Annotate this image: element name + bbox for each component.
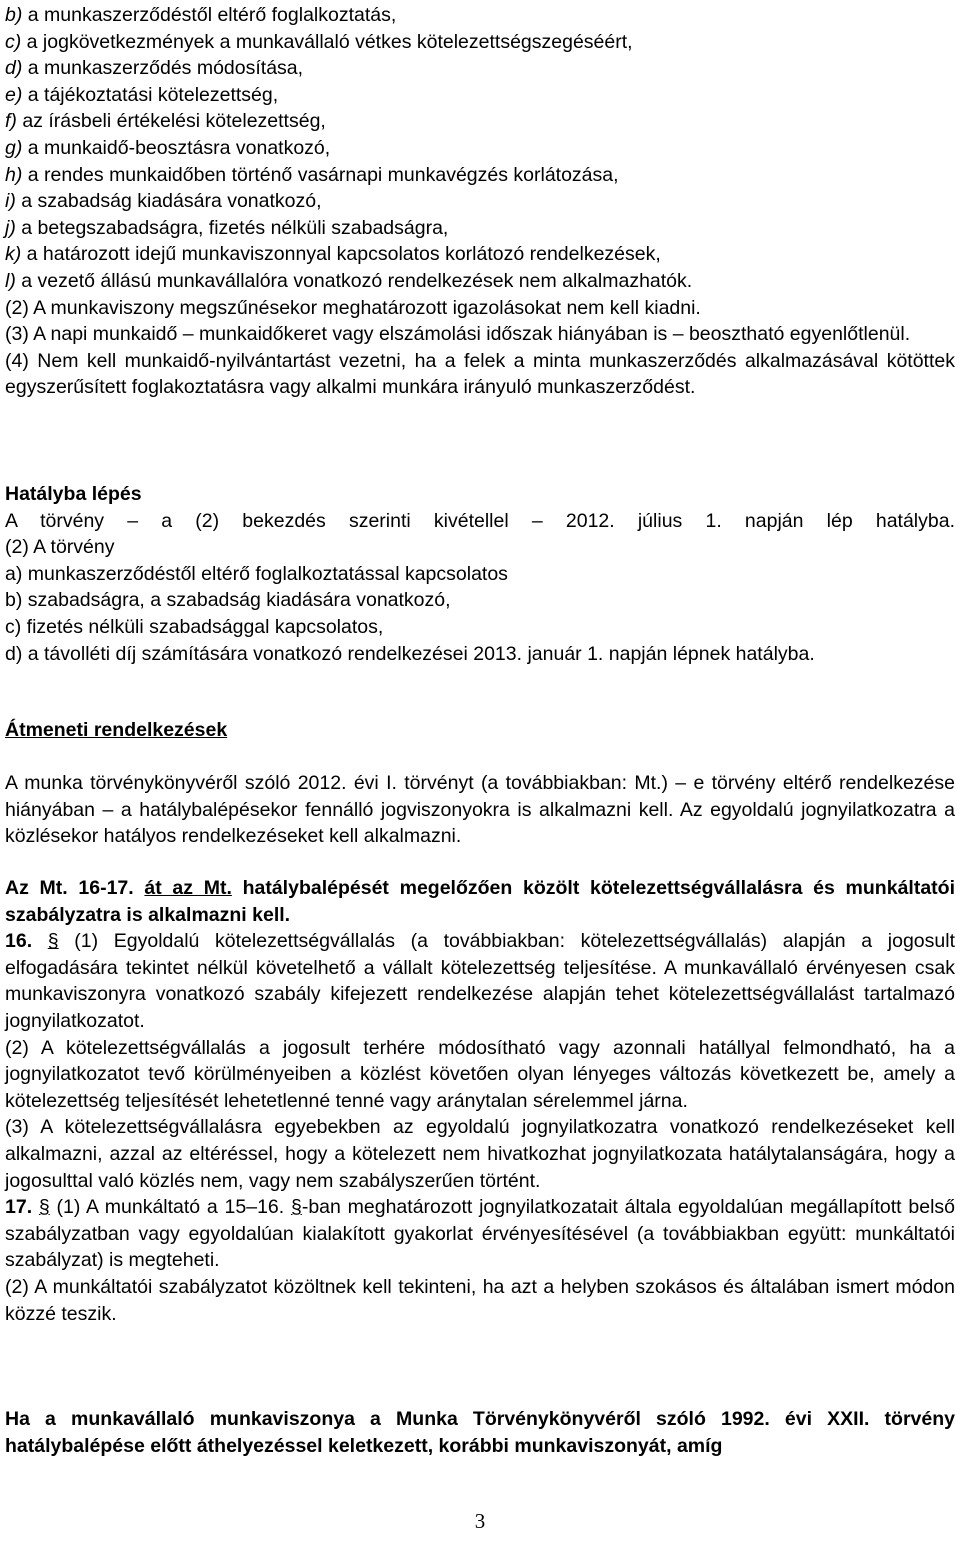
paragraph: c) fizetés nélküli szabadsággal kapcsolatos,: [5, 615, 384, 638]
list-item: i) a szabadság kiadására vonatkozó,: [5, 190, 322, 213]
paragraph: (4) Nem kell munkaidő-nyilvántartást vezetni, ha a felek a minta munkaszerződés alkalmazásával kötöttek egyszerűsített foglakoztatásra vagy alkalmi munkára irányuló munkaszerződést.: [5, 349, 955, 399]
list-item: g) a munkaidő-beosztásra vonatkozó,: [5, 136, 331, 159]
list-item: j) a betegszabadságra, fizetés nélküli szabadságra,: [5, 216, 449, 239]
list-item: c) a jogkövetkezmények a munkavállaló vétkes kötelezettségszegéséért,: [5, 30, 633, 53]
list-item: k) a határozott idejű munkaviszonnyal kapcsolatos korlátozó rendelkezések,: [5, 243, 661, 266]
paragraph: (2) A munkáltatói szabályzatot közöltnek kell tekinteni, ha azt a helyben szokásos és általában ismert módon közzé teszik.: [5, 1275, 955, 1325]
hatalyba-section: [5, 481, 955, 667]
paragraph: 17. § (1) A munkáltató a 15–16. §-ban meghatározott jognyilatkozatait általa egyoldalúan megállapított belső szabályzatban vagy egyoldalúan kialakított gyakorlat érvényesítésével (a továbbiakban együtt: munkáltatói szabályzat) is megteheti.: [5, 1196, 955, 1272]
paragraph: Az Mt. 16-17. át az Mt. hatálybalépését megelőzően közölt kötelezettségvállalásra és munkáltatói szabályzatra is alkalmazni kell.: [5, 877, 955, 926]
paragraph: A munka törvénykönyvéről szóló 2012. évi I. törvényt (a továbbiakban: Mt.) – e törvény eltérő rendelkezése hiányában – a hatálybalépésekor fennálló jogviszonyokra is alkalmazni kell. Az egyoldalú jognyilatkozatra a közlésekor hatályos rendelkezéseket kell alkalmazni.: [5, 771, 955, 848]
list-item: e) a tájékoztatási kötelezettség,: [5, 83, 279, 106]
paragraph: (2) A kötelezettségvállalás a jogosult terhére módosítható vagy azonnali hatállyal felmondható, ha a jognyilatkozatot tevő körülményeiben a közlést követően olyan lényeges változás következett be, amely a kötelezettség teljesítését lehetetlenné tenné vagy aránytalan sérelemmel járna.: [5, 1036, 955, 1112]
paragraph: A törvény – a (2) bekezdés szerinti kivétellel – 2012. július 1. napján lép hatályba.: [5, 509, 955, 532]
list-item: l) a vezető állású munkavállalóra vonatkozó rendelkezések nem alkalmazhatók.: [5, 269, 693, 292]
list-item: h) a rendes munkaidőben történő vasárnapi munkavégzés korlátozása,: [5, 163, 619, 186]
paragraph: (3) A kötelezettségvállalásra egyebekben az egyoldalú jognyilatkozatra vonatkozó rendelkezéseket kell alkalmazni, azzal az eltéréssel, hogy a kötelezett nem hivatkozhat jognyilatkozata hatálytalanságára, hogy a jogosulttal való közlés nem, vagy nem szabályszerűen történt.: [5, 1116, 955, 1192]
paragraph: b) szabadságra, a szabadság kiadására vonatkozó,: [5, 589, 451, 612]
mt-section: [5, 875, 955, 1327]
paragraph: Ha a munkavállaló munkaviszonya a Munka Törvénykönyvéről szóló 1992. évi XXII. törvény hatálybalépése előtt áthelyezéssel keletkezett, korábbi munkaviszonyát, amíg: [5, 1408, 955, 1457]
paragraph: d) a távolléti díj számítására vonatkozó rendelkezései 2013. január 1. napján lépnek hatályba.: [5, 642, 815, 665]
list-item: f) az írásbeli értékelési kötelezettség,: [5, 110, 326, 133]
paragraph: (2) A törvény: [5, 536, 115, 559]
list-item: d) a munkaszerződés módosítása,: [5, 57, 304, 80]
section-heading: Hatályba lépés: [5, 483, 142, 505]
paragraph: a) munkaszerződéstől eltérő foglalkoztatással kapcsolatos: [5, 562, 508, 585]
page-number: 3: [474, 1509, 486, 1533]
paragraph: (2) A munkaviszony megszűnésekor meghatározott igazolásokat nem kell kiadni.: [5, 296, 701, 319]
spacer: [5, 744, 955, 770]
enumerated-list: [5, 2, 955, 401]
paragraph: (3) A napi munkaidő – munkaidőkeret vagy elszámolási időszak hiányában is – beosztható egyenlőtlenül.: [5, 323, 911, 346]
atmeneti-section: [5, 717, 955, 850]
list-item: b) a munkaszerződéstől eltérő foglalkoztatás,: [5, 4, 397, 26]
final-section: [5, 1406, 955, 1459]
section-heading: Átmeneti rendelkezések: [5, 719, 228, 741]
paragraph: 16. § (1) Egyoldalú kötelezettségvállalás (a továbbiakban: kötelezettségvállalás) alapján a jogosult elfogadására tekintet nélkül követelhető a vállalt kötelezettség teljesítése. A munkavállaló érvényesen csak munkaviszonyra vonatkozó szabály kifejezett rendelkezése alapján tehet kötelezettségvállalást tartalmazó jognyilatkozatot.: [5, 930, 955, 1032]
